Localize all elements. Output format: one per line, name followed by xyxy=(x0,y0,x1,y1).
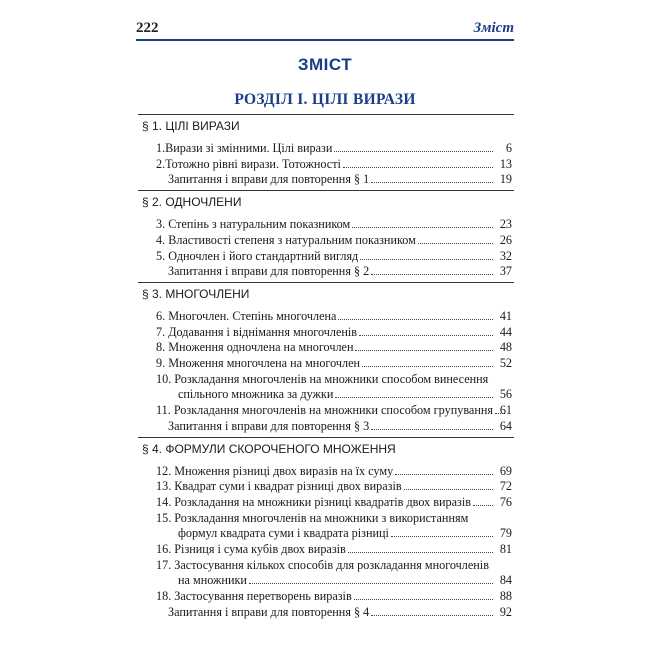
entry-title: 15. Розкладання многочленів на множники з використанням xyxy=(156,510,469,525)
entry-line xyxy=(156,542,494,558)
table-of-contents xyxy=(138,112,514,621)
part-title: РОЗДІЛ І. ЦІЛІ ВИРАЗИ xyxy=(234,91,416,108)
entry-line xyxy=(156,356,494,372)
entry-page-number: 72 xyxy=(499,479,512,494)
entry-title: 2.Тотожно рівні вирази. Тотожності xyxy=(156,156,341,171)
entry-line xyxy=(156,249,494,265)
toc-entry xyxy=(138,249,514,265)
entry-line xyxy=(168,605,494,621)
entry-title: 9. Множення многочлена на многочлен xyxy=(156,356,361,371)
dot-leader xyxy=(354,599,493,600)
dot-leader xyxy=(371,274,493,275)
entry-title: 7. Додавання і віднімання многочленів xyxy=(156,324,358,339)
toc-entry xyxy=(138,309,514,325)
entry-page-number: 79 xyxy=(499,526,512,541)
toc-entry xyxy=(138,372,514,403)
dot-leader xyxy=(371,429,493,430)
entry-page-number: 56 xyxy=(499,387,512,402)
dot-leader xyxy=(473,505,493,506)
dot-leader xyxy=(338,319,493,320)
entry-line xyxy=(156,573,494,589)
entry-page-number: 81 xyxy=(499,542,512,557)
dot-leader xyxy=(355,350,493,351)
entry-page-number: 44 xyxy=(499,324,512,339)
running-title: Зміст xyxy=(473,20,514,36)
toc-review-entry xyxy=(138,172,514,188)
entry-title: 4. Властивості степеня з натуральним показником xyxy=(156,232,416,247)
entry-line xyxy=(156,403,494,419)
entry-line xyxy=(156,157,494,173)
entry-line xyxy=(156,217,494,233)
dot-leader xyxy=(371,182,493,183)
entry-page-number: 69 xyxy=(499,463,512,478)
entry-title: 10. Розкладання многочленів на множники способом винесення xyxy=(156,371,489,386)
entry-title: 14. Розкладання на множники різниці квадратів двох виразів xyxy=(156,494,471,509)
entry-page-number: 26 xyxy=(499,232,512,247)
entry-line xyxy=(156,479,494,495)
dot-leader xyxy=(360,259,493,260)
header-rule xyxy=(136,39,514,41)
dot-leader xyxy=(334,151,493,152)
page-number: 222 xyxy=(136,20,159,36)
toc-entry xyxy=(138,542,514,558)
entry-line xyxy=(168,419,494,435)
chapter-heading: § 4. ФОРМУЛИ СКОРОЧЕНОГО МНОЖЕННЯ xyxy=(138,437,514,458)
entry-line xyxy=(156,340,494,356)
entry-title: 13. Квадрат суми і квадрат різниці двох виразів xyxy=(156,479,402,494)
dot-leader xyxy=(391,536,493,537)
toc-title: ЗМІСТ xyxy=(297,55,353,74)
toc-entry xyxy=(138,157,514,173)
toc-review-entry xyxy=(138,419,514,435)
entry-line xyxy=(156,309,494,325)
entry-page-number: 61 xyxy=(499,403,512,418)
entry-title: Запитання і вправи для повторення § 4 xyxy=(168,604,370,619)
entry-line xyxy=(156,325,494,341)
entry-page-number: 19 xyxy=(499,172,512,187)
entry-page-number: 76 xyxy=(499,494,512,509)
toc-entry xyxy=(138,479,514,495)
entry-page-number: 13 xyxy=(499,156,512,171)
dot-leader xyxy=(249,583,493,584)
dot-leader xyxy=(404,489,493,490)
entry-title: 16. Різниця і сума кубів двох виразів xyxy=(156,542,346,557)
toc-review-entry xyxy=(138,264,514,280)
toc-entry xyxy=(138,464,514,480)
entry-page-number: 37 xyxy=(499,264,512,279)
toc-entry xyxy=(138,403,514,419)
entry-line xyxy=(156,526,494,542)
entry-line xyxy=(168,172,494,188)
entry-page-number: 6 xyxy=(505,141,512,155)
entry-title-continued: формул квадрата суми і квадрата різниці xyxy=(178,526,389,541)
entry-title: 5. Одночлен і його стандартний вигляд xyxy=(156,248,359,263)
entry-title: 12. Множення різниці двох виразів на їх суму xyxy=(156,463,394,478)
dot-leader xyxy=(335,397,493,398)
entry-title: 11. Розкладання многочленів на множники способом групування xyxy=(156,403,493,418)
toc-entry xyxy=(138,325,514,341)
dot-leader xyxy=(343,167,493,168)
chapter-heading: § 1. ЦІЛІ ВИРАЗИ xyxy=(138,114,514,135)
toc-entry xyxy=(138,356,514,372)
entry-title-continued: на множники xyxy=(178,573,247,588)
entry-page-number: 84 xyxy=(499,573,512,588)
toc-entry xyxy=(138,141,514,157)
dot-leader xyxy=(348,552,493,553)
entry-page-number: 48 xyxy=(499,340,512,355)
entry-line xyxy=(156,141,494,157)
entry-line xyxy=(156,464,494,480)
toc-entry xyxy=(138,217,514,233)
entry-page-number: 88 xyxy=(499,589,512,604)
dot-leader xyxy=(418,243,493,244)
dot-leader xyxy=(371,615,493,616)
entry-page-number: 52 xyxy=(499,356,512,371)
entry-title-continued: спільного множника за дужки xyxy=(178,387,334,402)
entry-page-number: 92 xyxy=(499,604,512,619)
entry-title: 17. Застосування кількох способів для розкладання многочленів xyxy=(156,557,489,572)
dot-leader xyxy=(362,366,493,367)
entry-line xyxy=(156,589,494,605)
entry-page-number: 64 xyxy=(499,418,512,433)
toc-entry xyxy=(138,511,514,542)
entry-page-number: 41 xyxy=(499,308,512,323)
toc-entry xyxy=(138,495,514,511)
dot-leader xyxy=(395,474,493,475)
chapter-heading: § 2. ОДНОЧЛЕНИ xyxy=(138,190,514,211)
running-head xyxy=(136,20,514,38)
entry-title: 18. Застосування перетворень виразів xyxy=(156,589,352,604)
entry-title: 8. Множення одночлена на многочлен xyxy=(156,340,354,355)
toc-entry xyxy=(138,589,514,605)
entry-title: Запитання і вправи для повторення § 2 xyxy=(168,264,370,279)
dot-leader xyxy=(359,335,493,336)
entry-page-number: 23 xyxy=(499,217,512,232)
dot-leader xyxy=(352,227,493,228)
entry-line xyxy=(156,233,494,249)
entry-line xyxy=(156,495,494,511)
entry-line xyxy=(156,387,494,403)
entry-title: 6. Многочлен. Степінь многочлена xyxy=(156,308,337,323)
entry-title: Запитання і вправи для повторення § 1 xyxy=(168,172,370,187)
toc-review-entry xyxy=(138,605,514,621)
chapter-heading: § 3. МНОГОЧЛЕНИ xyxy=(138,282,514,303)
toc-entry xyxy=(138,558,514,589)
entry-page-number: 32 xyxy=(499,248,512,263)
entry-title: 1.Вирази зі змінними. Цілі вирази xyxy=(156,141,333,155)
entry-line xyxy=(168,264,494,280)
toc-entry xyxy=(138,340,514,356)
entry-title: Запитання і вправи для повторення § 3 xyxy=(168,418,370,433)
entry-title: 3. Степінь з натуральним показником xyxy=(156,217,351,232)
toc-entry xyxy=(138,233,514,249)
